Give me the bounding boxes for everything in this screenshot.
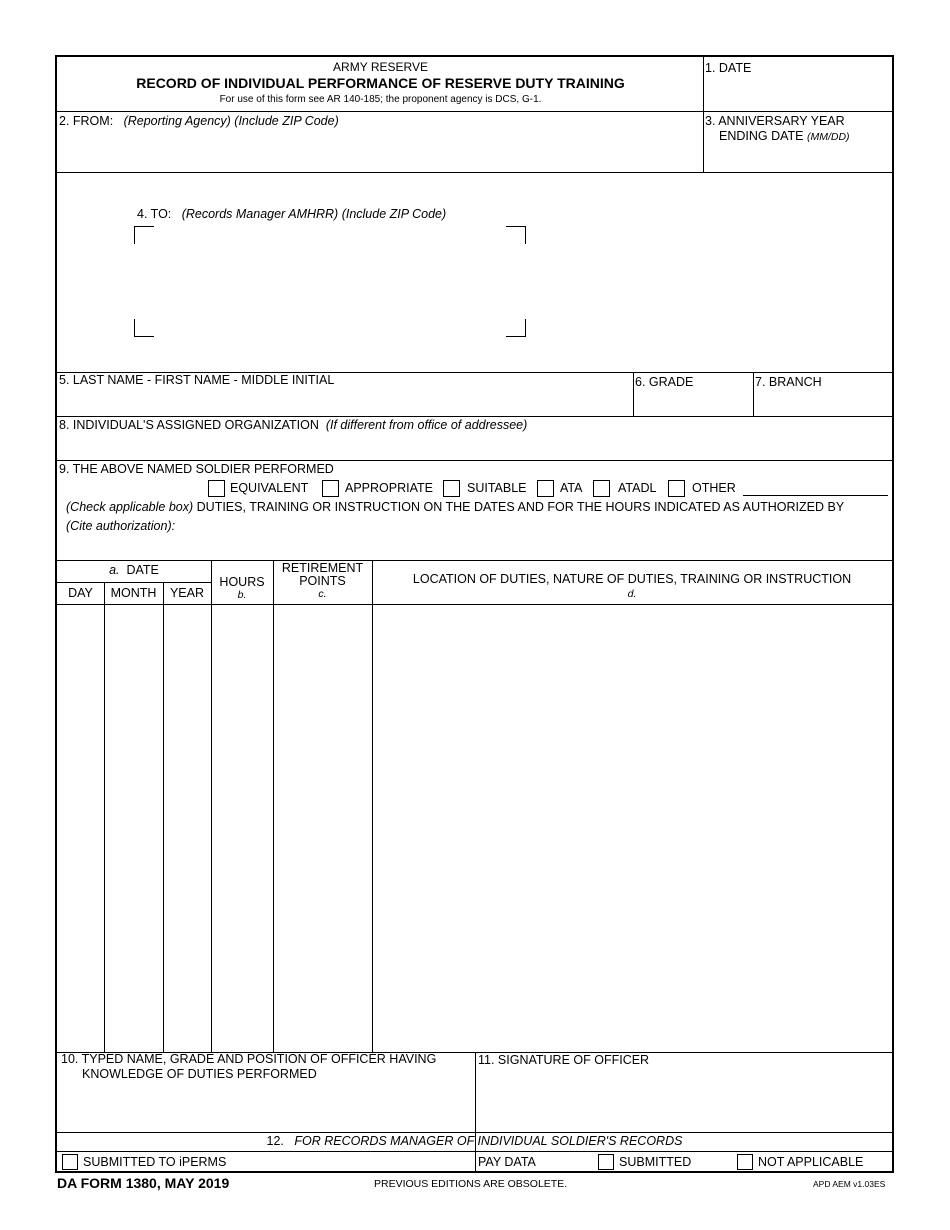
divider [57, 111, 892, 112]
anniversary-label-2: ENDING DATE (MM/DD) [719, 129, 850, 143]
atadl-label: ATADL [618, 481, 657, 495]
submitted-iperms-label: SUBMITTED TO iPERMS [83, 1155, 227, 1169]
retirement-header: RETIREMENT [281, 561, 364, 575]
other-label: OTHER [692, 481, 736, 495]
year-column-field[interactable] [164, 606, 210, 1050]
divider [57, 560, 892, 561]
cite-hint: (Cite authorization): [66, 519, 176, 533]
date-field[interactable] [705, 77, 892, 109]
hours-letter: b. [237, 589, 247, 601]
other-checkbox[interactable] [668, 480, 685, 497]
agency-line: ARMY RESERVE [333, 60, 428, 74]
date-label: 1. DATE [705, 61, 752, 75]
hours-column-field[interactable] [212, 606, 272, 1050]
submitted-iperms-checkbox[interactable] [62, 1154, 78, 1170]
location-column-field[interactable] [373, 606, 890, 1050]
to-address-field[interactable] [139, 230, 522, 334]
form-id: DA FORM 1380, MAY 2019 [57, 1175, 230, 1191]
from-label: 2. FROM: (Reporting Agency) (Include ZIP Code) [59, 114, 339, 128]
officer-signature-field[interactable] [478, 1070, 888, 1130]
performed-label: 9. THE ABOVE NAMED SOLDIER PERFORMED [59, 462, 334, 476]
not-applicable-checkbox[interactable] [737, 1154, 753, 1170]
anniversary-label: 3. ANNIVERSARY YEAR [705, 114, 845, 128]
org-label: 8. INDIVIDUAL'S ASSIGNED ORGANIZATION (If different from office of addressee) [59, 418, 528, 432]
to-hint: (Records Manager AMHRR) (Include ZIP Code) [181, 207, 447, 221]
divider [753, 372, 754, 416]
not-applicable-label: NOT APPLICABLE [758, 1155, 864, 1169]
year-header: YEAR [169, 586, 205, 600]
branch-label: 7. BRANCH [755, 375, 822, 389]
signature-label: 11. SIGNATURE OF OFFICER [478, 1053, 650, 1067]
submitted-checkbox[interactable] [598, 1154, 614, 1170]
divider [57, 604, 892, 605]
name-label: 5. LAST NAME - FIRST NAME - MIDDLE INITIAL [59, 373, 335, 387]
officer-name-field[interactable] [61, 1085, 471, 1130]
ata-label: ATA [560, 481, 583, 495]
appropriate-checkbox[interactable] [322, 480, 339, 497]
grade-field[interactable] [635, 391, 751, 414]
da-form-1380 [55, 55, 894, 1173]
version-label: APD AEM v1.03ES [813, 1179, 886, 1189]
hours-header: HOURS [219, 575, 265, 589]
records-label: 12. FOR RECORDS MANAGER OF INDIVIDUAL SOLDIER'S RECORDS [266, 1134, 683, 1148]
points-header: POINTS [299, 574, 346, 588]
equivalent-checkbox[interactable] [208, 480, 225, 497]
typed-name-label: 10. TYPED NAME, GRADE AND POSITION OF OFFICER HAVING [61, 1052, 437, 1066]
location-header: LOCATION OF DUTIES, NATURE OF DUTIES, TRAINING OR INSTRUCTION [412, 572, 852, 586]
date-header: a. DATE [109, 563, 159, 577]
points-letter: c. [318, 588, 327, 600]
org-field[interactable] [59, 434, 889, 458]
form-subtitle: For use of this form see AR 140-185; the proponent agency is DCS, G-1. [219, 94, 542, 105]
anniversary-date-field[interactable] [705, 145, 892, 170]
divider [57, 582, 211, 583]
obsolete-notice: PREVIOUS EDITIONS ARE OBSOLETE. [374, 1178, 568, 1190]
typed-name-label-2: KNOWLEDGE OF DUTIES PERFORMED [82, 1067, 317, 1081]
form-title: RECORD OF INDIVIDUAL PERFORMANCE OF RESERVE DUTY TRAINING [136, 75, 625, 91]
day-column-field[interactable] [58, 606, 103, 1050]
other-field[interactable] [743, 478, 888, 495]
pay-data-label: PAY DATA [478, 1155, 536, 1169]
org-hint: (If different from office of addressee) [325, 418, 528, 432]
divider [57, 460, 892, 461]
points-column-field[interactable] [274, 606, 371, 1050]
submitted-label: SUBMITTED [619, 1155, 692, 1169]
check-hint: (Check applicable box) [66, 500, 194, 514]
divider [57, 1151, 892, 1152]
divider [703, 57, 704, 172]
other-line [743, 495, 888, 496]
anniversary-hint: (MM/DD) [806, 131, 850, 143]
from-hint: (Reporting Agency) (Include ZIP Code) [123, 114, 339, 128]
divider [57, 172, 892, 173]
ata-checkbox[interactable] [537, 480, 554, 497]
divider [57, 1132, 892, 1133]
to-label: 4. TO: (Records Manager AMHRR) (Include ZIP Code) [137, 207, 447, 221]
name-field[interactable] [59, 389, 629, 414]
appropriate-label: APPROPRIATE [345, 481, 433, 495]
equivalent-label: EQUIVALENT [230, 481, 309, 495]
duties-line: (Check applicable box) DUTIES, TRAINING OR INSTRUCTION ON THE DATES AND FOR THE HOURS INDICATED AS AUTHORIZED BY [66, 500, 845, 514]
divider [57, 416, 892, 417]
grade-label: 6. GRADE [635, 375, 694, 389]
branch-field[interactable] [755, 391, 890, 414]
atadl-checkbox[interactable] [593, 480, 610, 497]
from-field[interactable] [59, 131, 699, 169]
authorization-field[interactable] [182, 517, 887, 557]
location-letter: d. [627, 588, 637, 600]
divider [633, 372, 634, 416]
month-column-field[interactable] [105, 606, 162, 1050]
month-header: MONTH [110, 586, 157, 600]
suitable-checkbox[interactable] [443, 480, 460, 497]
day-header: DAY [68, 586, 93, 600]
suitable-label: SUITABLE [467, 481, 527, 495]
divider [475, 1052, 476, 1172]
